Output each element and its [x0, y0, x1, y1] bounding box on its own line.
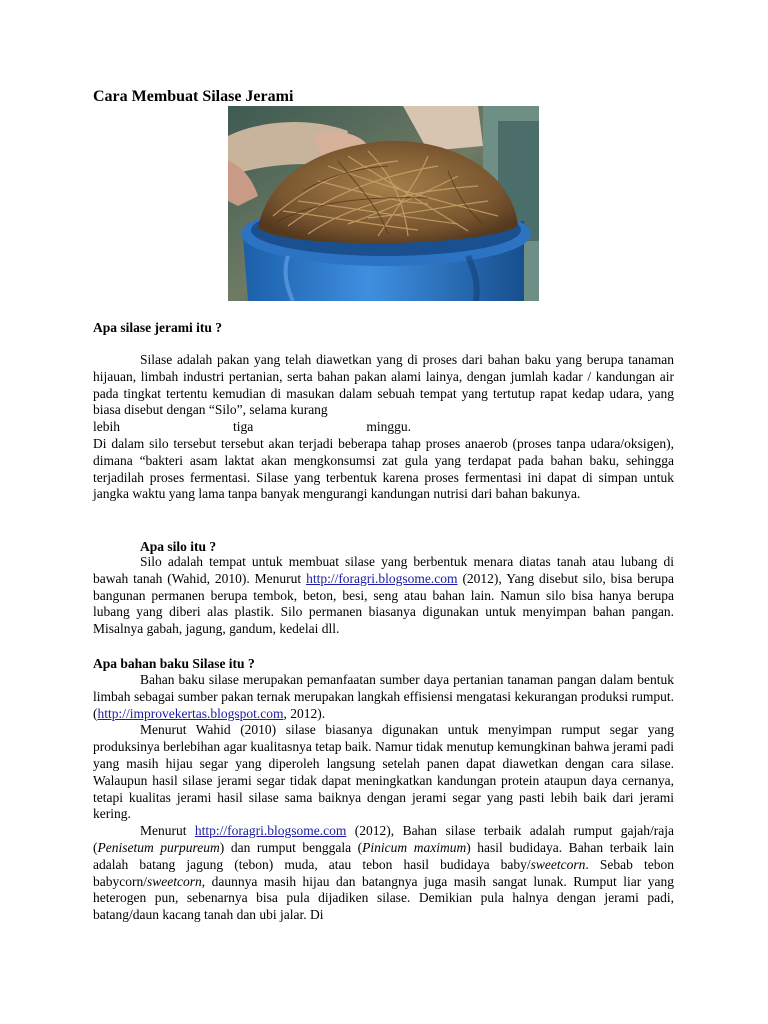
tail-word: minggu. — [366, 419, 411, 435]
term-italic: sweetcorn — [146, 873, 202, 889]
section-silase-body — [93, 352, 674, 503]
paragraph-wahid: Menurut Wahid (2010) silase biasanya digunakan untuk menyimpan rumput segar yang produksinya berlebihan agar kualitasnya tetap baik. Namur tidak menutup kemungkinan bahwa jerami padi yang masih hijau segar yang diperoleh langsung setelah panen dapat diawetkan dengan cara silase. Walaupun hasil silase jerami segar tidak dapat meningkatkan kandungan protein ataupun daya cernanya, tetapi kualitas jerami hasil silase sama baiknya dengan jerami segar yang pasti lebih baik dari jerami kering. — [93, 722, 674, 822]
foragri-link[interactable]: http://foragri.blogsome.com — [194, 823, 347, 839]
paragraph-silase-tail — [93, 419, 411, 436]
foragri-link[interactable]: http://foragri.blogsome.com — [306, 570, 458, 586]
paragraph-bahan-baku — [93, 672, 674, 722]
text-run: ) dan rumput benggala ( — [219, 839, 363, 855]
species-name: Penisetum purpureum — [97, 839, 220, 855]
text-run: (2012), Yang disebut silo, bisa berupa bangunan permanen berupa tembok, beton, besi, seng atau bahan lain. Namun silo bisa hanya berupa lubang yang diberi alas plastik. Silo permanen biasanya digunakan untuk menyimpan bahan pangan. Misalnya gabah, jagung, gandum, kedelai dll. — [93, 570, 674, 637]
section-bahan-baku-body — [93, 672, 674, 924]
section-heading-silo: Apa silo itu ? — [140, 539, 217, 554]
text-run: Bahan baku silase merupakan pemanfaatan sumber daya pertanian tanaman pangan dalam bentuk limbah sebagai sumber pakan ternak merupakan langkah effisiensi mengatasi kekurangan produksi rumput. ( — [93, 672, 674, 721]
text-run: Silo adalah tempat untuk membuat silase yang berbentuk menara diatas tanah atau lubang di bawah tanah (Wahid, 2010). Menurut — [93, 554, 674, 586]
text-run: Menurut — [140, 823, 195, 839]
straw-barrel-illustration — [228, 106, 539, 301]
species-name: Pinicum maximum — [362, 839, 467, 855]
improvekertas-link[interactable]: http://improvekertas.blogspot.com — [97, 705, 284, 721]
section-heading-bahan-baku: Apa bahan baku Silase itu ? — [93, 656, 255, 671]
paragraph-silase-definition: Silase adalah pakan yang telah diawetkan yang di proses dari bahan baku yang berupa tanaman hijauan, limbah industri pertanian, serta bahan pakan alami lainya, dengan jumlah kadar / kandungan air pada tingkat tertentu kemudian di masukan dalam sebuah tempat yang tertutup rapat kedap udara, yang biasa disebut dengan “Silo”, selama kurang — [93, 352, 674, 418]
tail-word: lebih — [93, 419, 120, 435]
text-run: (2012), Bahan silase terbaik adalah rumput gajah/raja ( — [93, 823, 674, 855]
paragraph-silo-definition — [93, 554, 674, 638]
text-run: . Sebab tebon babycorn/ — [93, 856, 674, 889]
paragraph-bahan-terbaik — [93, 823, 674, 924]
section-heading-silase: Apa silase jerami itu ? — [93, 320, 222, 335]
section-silo-body — [93, 554, 674, 638]
document-title: Cara Membuat Silase Jerami — [93, 88, 294, 105]
text-run: ) hasil budidaya. Bahan terbaik lain adalah batang jagung (tebon) muda, atau tebon hasil budidaya baby/ — [93, 839, 674, 872]
text-run: , 2012). — [283, 705, 326, 721]
text-run: , daunnya masih hijau dan batangnya juga masih sangat lunak. Rumput liar yang heterogen pun, sebenarnya bisa pula dijadiken silase. Demikian pula halnya dengan jerami padi, batang/daun kacang tanah dan ubi jalar. Di — [93, 873, 674, 923]
paragraph-silo-process: Di dalam silo tersebut tersebut akan terjadi beberapa tahap proses anaerob (proses tanpa udara/oksigen), dimana “bakteri asam laktat akan mengkonsumsi zat gula yang terdapat pada bahan baku, sehingga terjadilah proses fermentasi. Silase yang terbentuk karena proses fermentasi ini dapat di simpan untuk jangka waktu yang lama tanpa banyak mengurangi kandungan nutrisi dari bahan bakunya. — [93, 435, 674, 502]
term-italic: sweetcorn — [530, 856, 586, 872]
tail-word: tiga — [233, 419, 254, 435]
straw-barrel-photo — [228, 106, 539, 301]
